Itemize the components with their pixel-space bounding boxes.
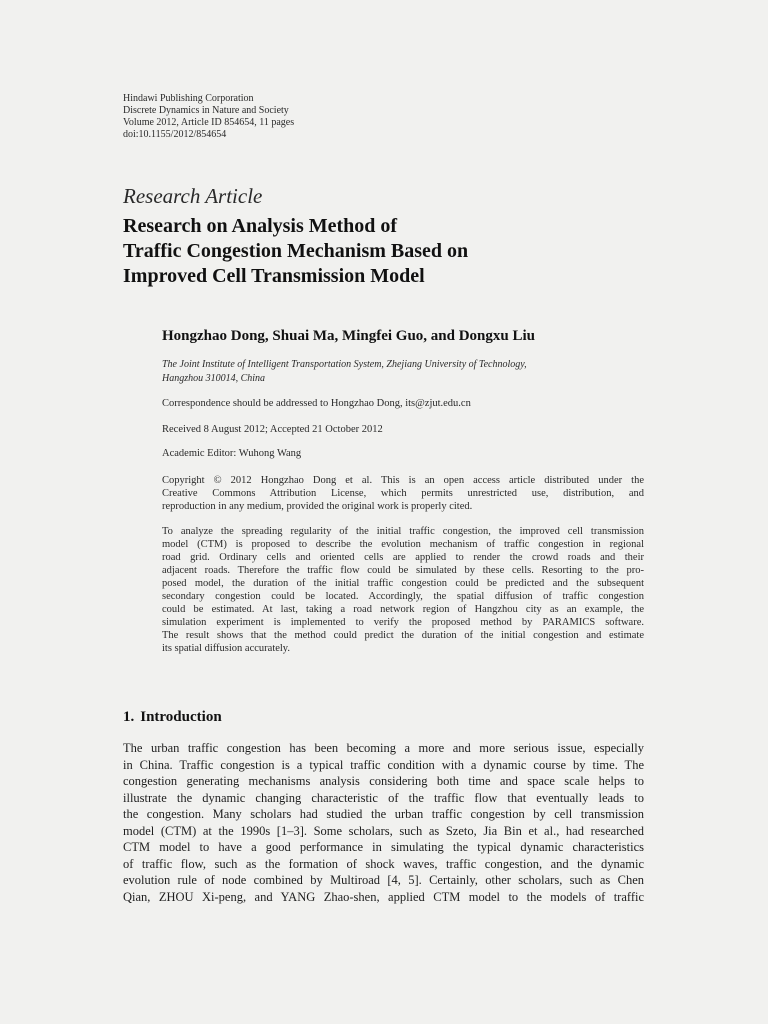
abstract-line: The result shows that the method could predict the duration of the initial congestion and estimate [162,630,644,641]
body-line: evolution rule of node combined by Multiroad [4, 5]. Certainly, other scholars, such as Chen [123,873,644,887]
body-line: of traffic flow, such as the formation of shock waves, traffic congestion, and the dynamic [123,856,644,871]
correspondence: Correspondence should be addressed to Hongzhao Dong, its@zjut.edu.cn [162,398,471,409]
copyright-line: Copyright © 2012 Hongzhao Dong et al. This is an open access article distributed under the [162,475,644,486]
affiliation-line: Hangzhou 310014, China [162,373,266,384]
title-line: Traffic Congestion Mechanism Based on [123,240,469,262]
copyright-notice [162,474,644,513]
journal-line: Discrete Dynamics in Nature and Society [123,105,289,116]
publisher-line: Hindawi Publishing Corporation [123,93,254,104]
abstract-line: secondary congestion could be located. Accordingly, the spatial diffusion of traffic congestion [162,591,644,602]
abstract-line: To analyze the spreading regularity of the initial traffic congestion, the improved cell transmission [162,526,644,537]
body-line: congestion generating mechanisms analysis considering both time and space scale helps to [123,774,644,788]
body-line: model (CTM) at the 1990s [1–3]. Some scholars, such as Szeto, Jia Bin et al., had researched [123,823,644,838]
introduction-body [123,740,644,905]
journal-header [123,93,294,141]
abstract-line: adjacent roads. Therefore the traffic flow could be simulated by these cells. Resorting to the pro- [162,565,644,576]
article-type: Research Article [123,184,263,208]
copyright-line: reproduction in any medium, provided the original work is properly cited. [162,501,473,512]
copyright-line: Creative Commons Attribution License, which permits unrestricted use, distribution, and [162,488,644,499]
abstract-line: simulation experiment is implemented to verify the proposed method by PARAMICS software. [162,617,644,628]
paper-title [123,214,643,289]
section-title: Introduction [140,709,222,725]
body-line: illustrate the dynamic changing characteristic of the traffic flow that eventually leads to [123,790,644,805]
body-line: in China. Traffic congestion is a typical traffic condition with a dynamic course by time. The [123,757,644,772]
affiliation-line: The Joint Institute of Intelligent Transportation System, Zhejiang University of Technology, [162,359,527,370]
received-dates: Received 8 August 2012; Accepted 21 October 2012 [162,424,383,435]
abstract-line: could be estimated. At last, taking a road network region of Hangzhou city as an example, the [162,604,644,615]
author-list: Hongzhao Dong, Shuai Ma, Mingfei Guo, and Dongxu Liu [162,328,536,344]
section-heading [123,709,222,726]
academic-editor: Academic Editor: Wuhong Wang [162,448,302,459]
body-line: Qian, ZHOU Xi-peng, and YANG Zhao-shen, applied CTM model to the models of traffic [123,889,644,904]
body-line: The urban traffic congestion has been becoming a more and more serious issue, especially [123,741,644,755]
affiliation [162,358,642,386]
abstract-line: posed model, the duration of the initial traffic congestion could be predicted and the subsequent [162,578,644,589]
body-line: CTM model to have a good performance in simulating the typical dynamic characteristics [123,840,644,854]
title-line: Research on Analysis Method of [123,215,398,237]
abstract-line: road grid. Ordinary cells and oriented cells are applied to render the crowd roads and their [162,552,644,563]
body-line: the congestion. Many scholars had studied the urban traffic congestion by cell transmission [123,807,644,821]
doi-line: doi:10.1155/2012/854654 [123,129,227,140]
abstract [162,525,644,655]
title-line: Improved Cell Transmission Model [123,265,425,287]
section-number: 1. [123,709,135,725]
abstract-line: its spatial diffusion accurately. [162,643,291,654]
volume-line: Volume 2012, Article ID 854654, 11 pages [123,117,295,128]
abstract-line: model (CTM) is proposed to describe the evolution mechanism of traffic congestion in regional [162,539,644,550]
